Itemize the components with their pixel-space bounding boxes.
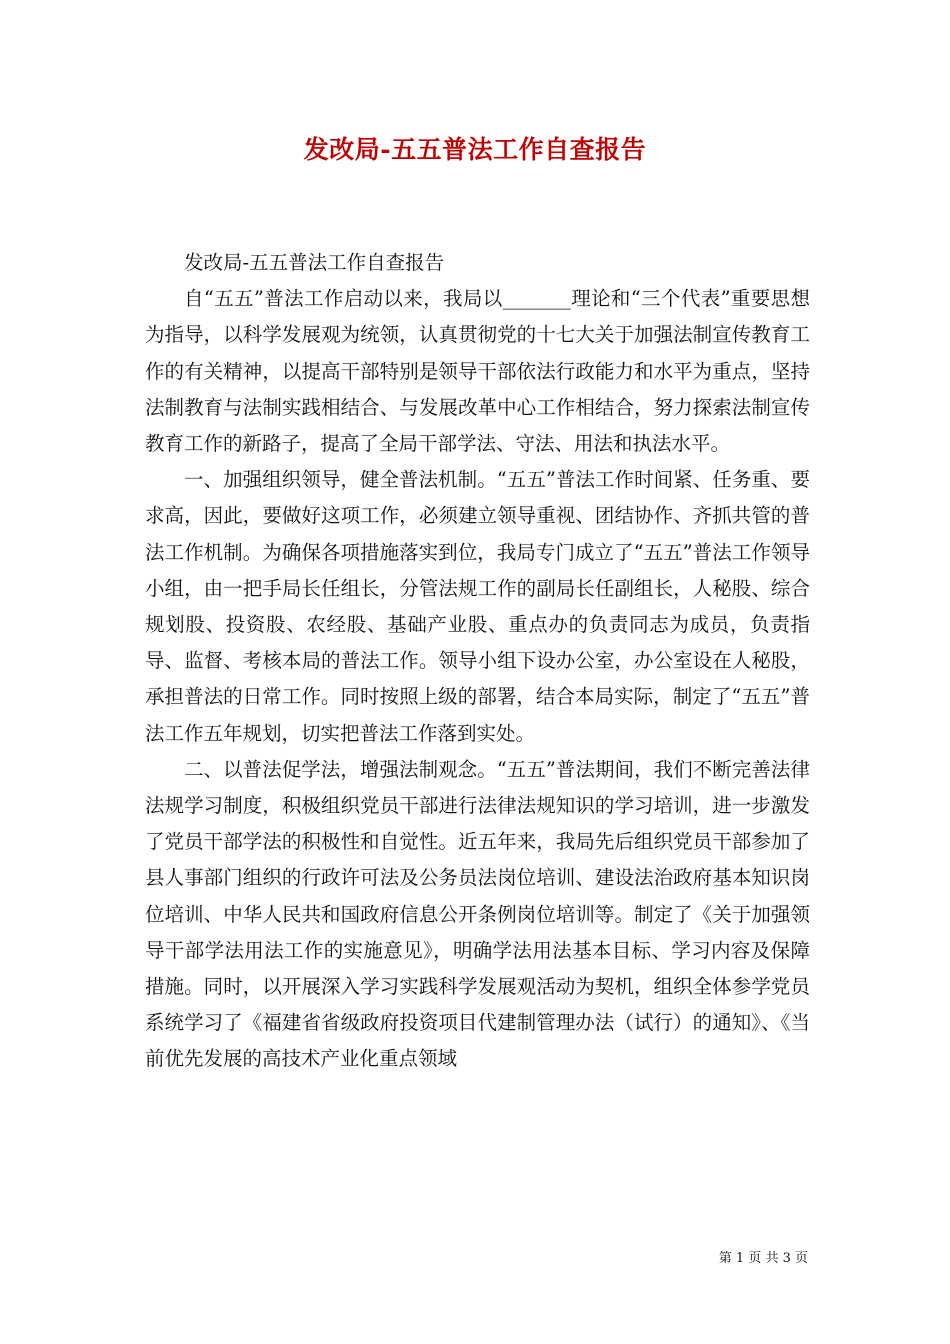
page-number-footer: 第 1 页 共 3 页 [718,1251,808,1266]
paragraph-section-1: 一、加强组织领导，健全普法机制。“五五”普法工作时间紧、任务重、要求高，因此，要做好这项工作，必须建立领导重视、团结协作、齐抓共管的普法工作机制。为确保各项措施落实到位，我局专门成立了“五五”普法工作领导小组，由一把手局长任组长，分管法规工作的副局长任副组长，人秘股、综合规划股、投资股、农经股、基础产业股、重点办的负责同志为成员，负责指导、监督、考核本局的普法工作。领导小组下设办公室，办公室设在人秘股，承担普法的日常工作。同时按照上级的部署，结合本局实际，制定了“五五”普法工作五年规划，切实把普法工作落到实处。 [145,468,810,745]
body-subtitle: 发改局-五五普法工作自查报告 [184,251,445,274]
paragraph-intro: 自“五五”普法工作启动以来，我局以_______理论和“三个代表”重要思想为指导，以科学发展观为统领，认真贯彻党的十七大关于加强法制宣传教育工作的有关精神，以提高干部特别是领导干部依法行政能力和水平为重点，坚持法制教育与法制实践相结合、与发展改革中心工作相结合，努力探索法制宣传教育工作的新路子，提高了全局干部学法、守法、用法和执法水平。 [145,287,810,456]
paragraph-section-2: 二、以普法促学法，增强法制观念。“五五”普法期间，我们不断完善法律法规学习制度，积极组织党员干部进行法律法规知识的学习培训，进一步激发了党员干部学法的积极性和自觉性。近五年来，我局先后组织党员干部参加了县人事部门组织的行政许可法及公务员法岗位培训、建设法治政府基本知识岗位培训、中华人民共和国政府信息公开条例岗位培训等。制定了《关于加强领导干部学法用法工作的实施意见》，明确学法用法基本目标、学习内容及保障措施。同时，以开展深入学习实践科学发展观活动为契机，组织全体参学党员系统学习了《福建省省级政府投资项目代建制管理办法（试行）的通知》、《当前优先发展的高技术产业化重点领域 [145,757,810,1071]
document-body [145,245,810,1078]
document-title: 发改局-五五普法工作自查报告 [303,135,647,164]
